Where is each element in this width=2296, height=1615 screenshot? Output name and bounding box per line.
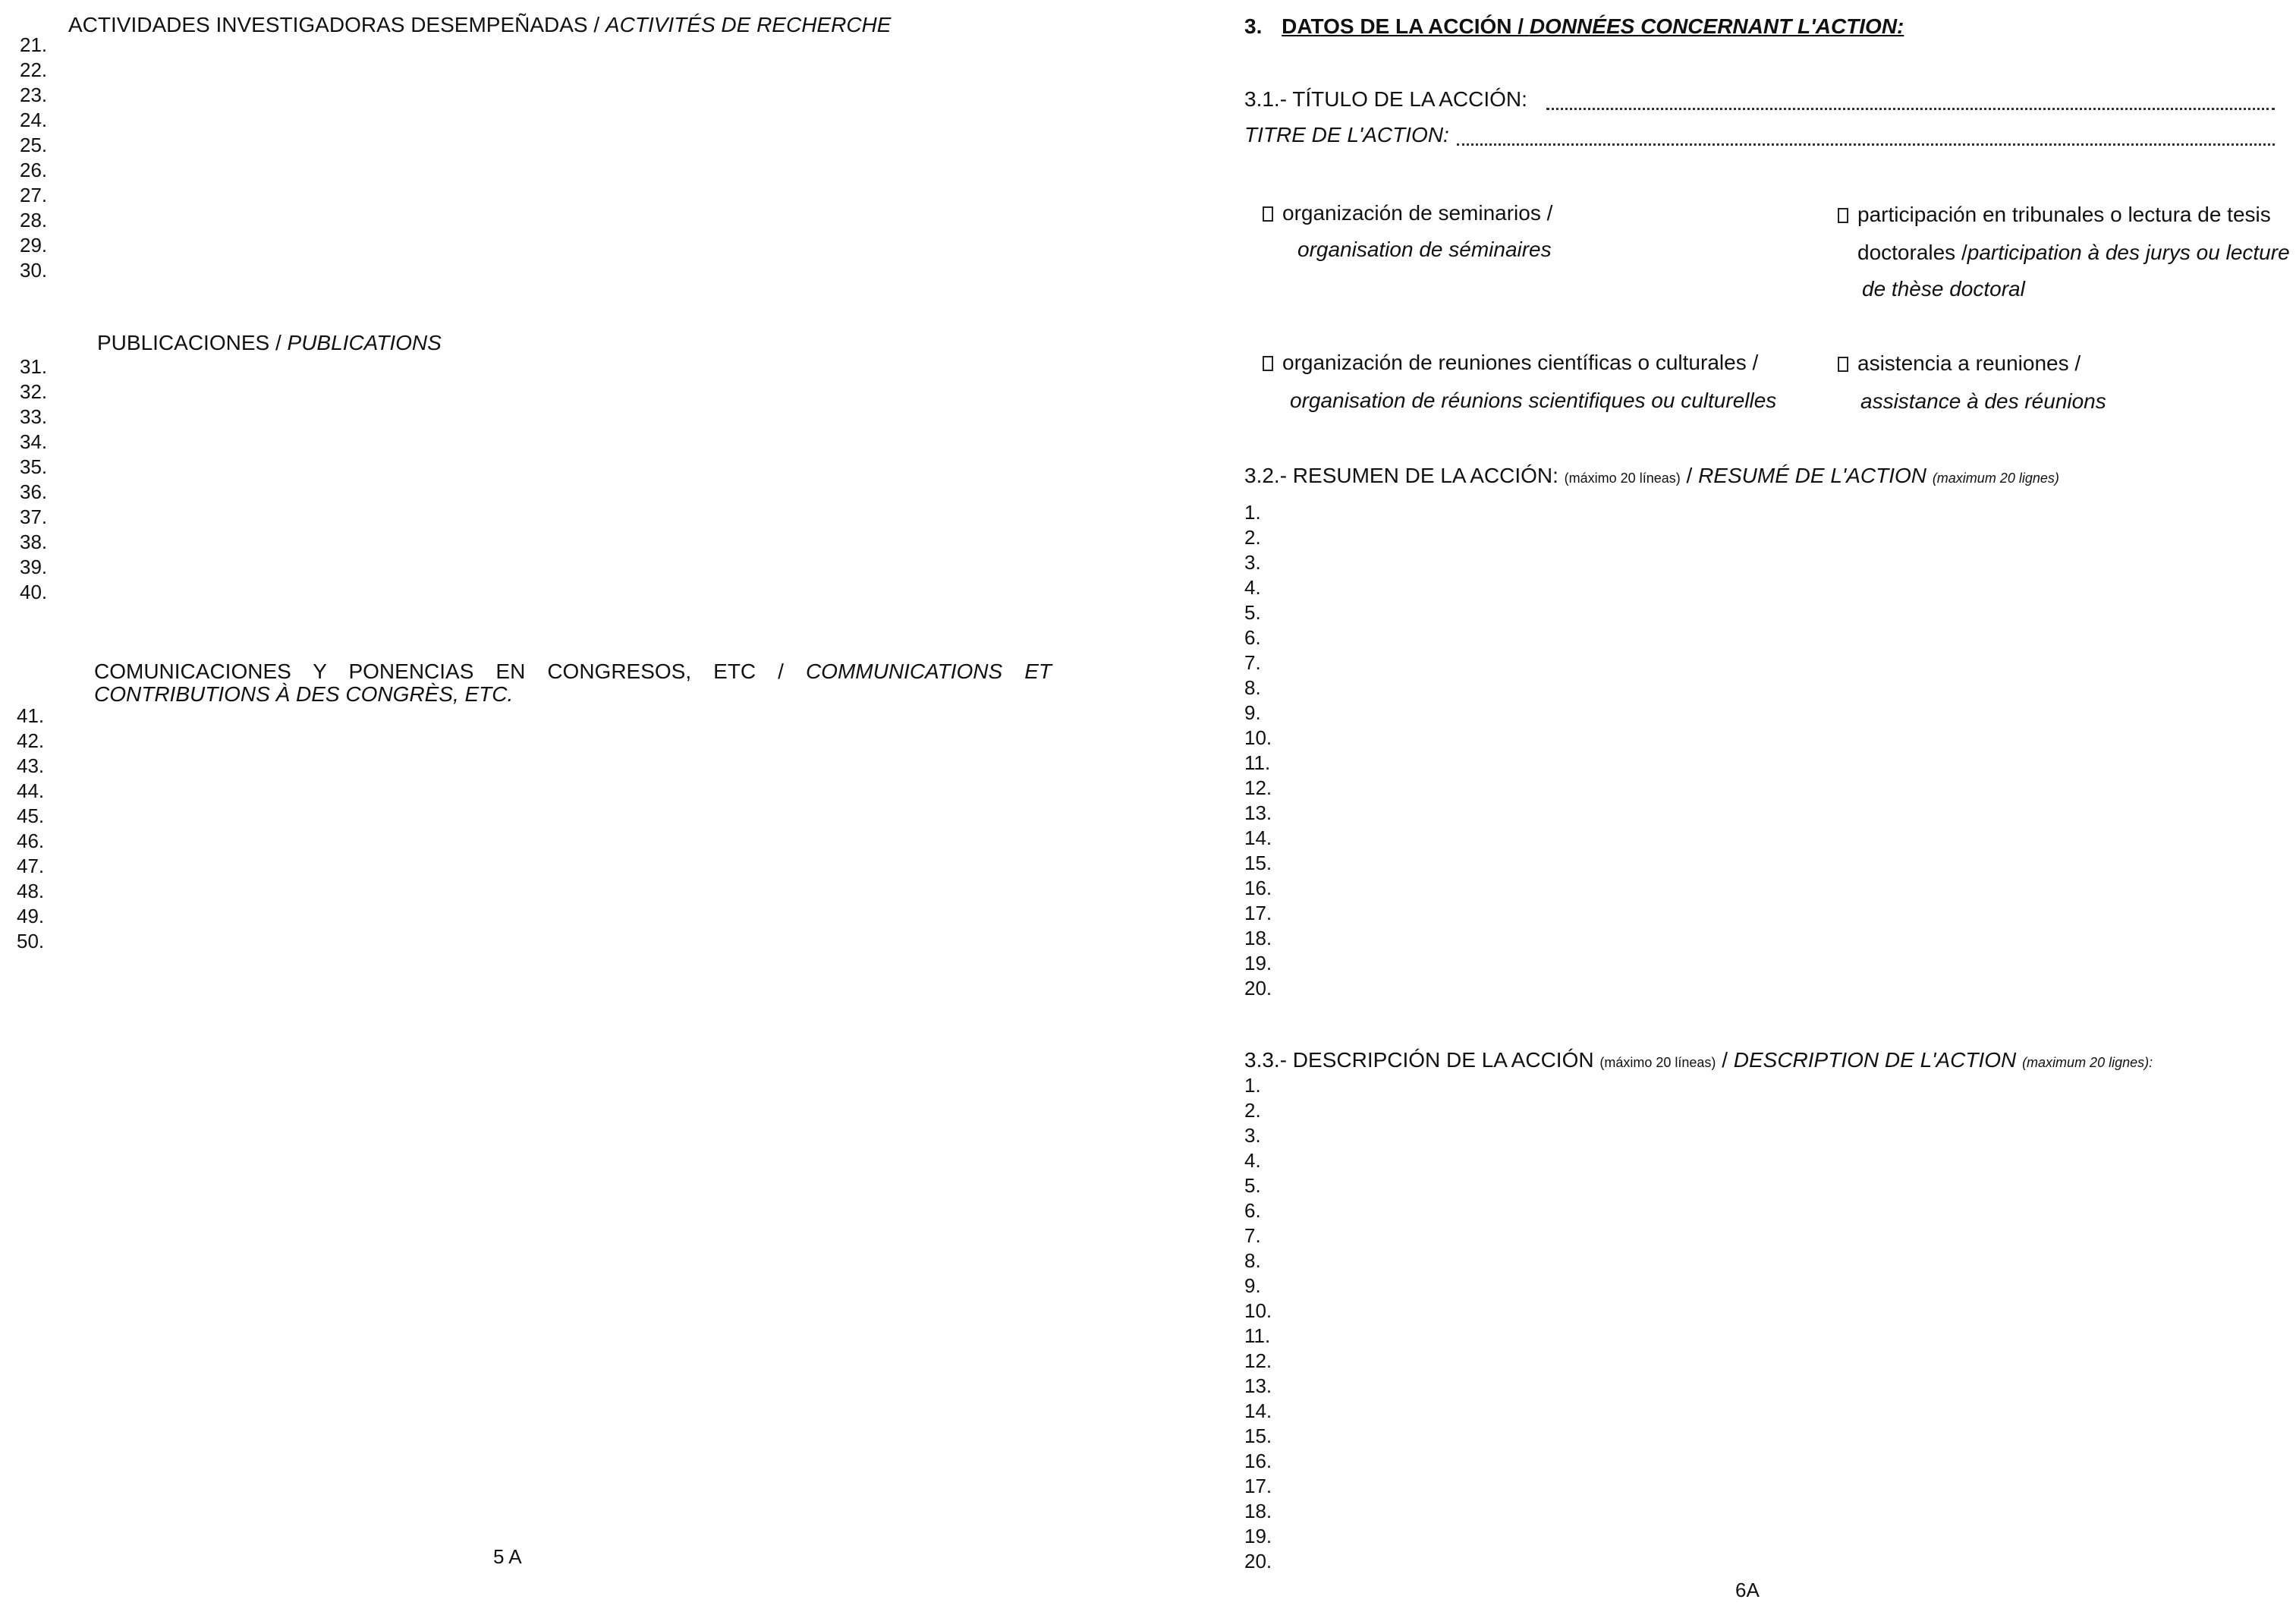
line-number: 16.	[1244, 1450, 1272, 1472]
line-number: 7.	[1244, 1224, 1261, 1247]
line-number: 3.	[1244, 1124, 1261, 1147]
line-number: 48.	[17, 880, 45, 902]
line-number: 20.	[1244, 1550, 1272, 1572]
line-number: 5.	[1244, 601, 1261, 624]
line-number: 27.	[20, 184, 48, 206]
line-number: 1.	[1244, 1074, 1261, 1097]
checkbox-icon[interactable]	[1838, 208, 1848, 223]
line-number: 11.	[1244, 1324, 1271, 1347]
publications-heading	[97, 330, 442, 356]
line-number: 21.	[20, 33, 48, 56]
line-number: 7.	[1244, 651, 1261, 674]
title-fr-line[interactable]	[1457, 143, 2275, 146]
summary-heading	[1244, 463, 2059, 491]
right-page-number: 6A	[1735, 1579, 1760, 1601]
summary-sep: /	[1686, 464, 1693, 487]
line-number: 17.	[1244, 1475, 1272, 1497]
checkbox-icon[interactable]	[1263, 206, 1273, 222]
line-number: 2.	[1244, 526, 1261, 549]
line-number: 44.	[17, 779, 45, 802]
line-number: 43.	[17, 754, 45, 777]
communications-heading-line2: CONTRIBUTIONS À DES CONGRÈS, ETC.	[94, 682, 514, 706]
line-number: 45.	[17, 804, 45, 827]
publications-heading-es: PUBLICACIONES /	[97, 331, 281, 354]
line-number: 29.	[20, 234, 48, 257]
left-page-number: 5 A	[493, 1545, 522, 1568]
line-number: 9.	[1244, 701, 1261, 724]
line-number: 12.	[1244, 776, 1272, 799]
line-number: 19.	[1244, 952, 1272, 974]
description-max-es: (máximo 20 líneas)	[1599, 1055, 1716, 1070]
line-number: 24.	[20, 109, 48, 131]
line-number: 17.	[1244, 902, 1272, 924]
line-number: 41.	[17, 704, 45, 727]
line-number: 39.	[20, 556, 48, 578]
line-number: 15.	[1244, 852, 1272, 874]
description-heading	[1244, 1047, 2153, 1075]
option-juries-fr2: de thèse doctoral	[1862, 277, 2025, 301]
option-juries-es2: doctorales /	[1857, 241, 1967, 264]
line-number: 19.	[1244, 1525, 1272, 1547]
communications-heading-line1	[94, 659, 1052, 685]
option-meetings-org[interactable]	[1263, 350, 1758, 376]
line-number: 31.	[20, 355, 48, 378]
line-number: 12.	[1244, 1349, 1272, 1372]
summary-label-fr: RESUMÉ DE L'ACTION	[1698, 464, 1927, 487]
line-number: 10.	[1244, 1299, 1272, 1322]
title-label-fr: TITRE DE L'ACTION:	[1244, 123, 1449, 146]
line-number: 26.	[20, 159, 48, 181]
line-number: 15.	[1244, 1425, 1272, 1447]
line-number: 25.	[20, 134, 48, 156]
publications-heading-fr: PUBLICATIONS	[287, 331, 442, 354]
research-heading-es: ACTIVIDADES INVESTIGADORAS DESEMPEÑADAS /	[68, 13, 600, 36]
description-label-fr: DESCRIPTION DE L'ACTION	[1733, 1048, 2017, 1072]
line-number: 49.	[17, 905, 45, 927]
line-number: 36.	[20, 480, 48, 503]
research-line-numbers	[20, 33, 47, 283]
line-number: 47.	[17, 855, 45, 877]
section-number: 3.	[1244, 14, 1263, 38]
section-heading	[1244, 14, 1904, 39]
option-juries-line2	[1857, 240, 2290, 266]
line-number: 1.	[1244, 501, 1261, 524]
line-number: 28.	[20, 209, 48, 231]
section-title-fr: DONNÉES CONCERNANT L'ACTION:	[1529, 14, 1904, 38]
description-max-fr: (maximum 20 lignes):	[2022, 1055, 2153, 1070]
line-number: 30.	[20, 259, 48, 282]
line-number: 13.	[1244, 1374, 1272, 1397]
line-number: 16.	[1244, 877, 1272, 899]
summary-line-numbers	[1244, 500, 1272, 1001]
option-juries[interactable]	[1838, 202, 2271, 228]
publications-line-numbers	[20, 354, 47, 605]
line-number: 35.	[20, 455, 48, 478]
title-label-es: 3.1.- TÍTULO DE LA ACCIÓN:	[1244, 87, 1527, 111]
line-number: 4.	[1244, 576, 1261, 599]
title-es-line[interactable]	[1546, 108, 2275, 110]
line-number: 11.	[1244, 751, 1271, 774]
summary-max-fr: (maximum 20 lignes)	[1932, 471, 2059, 486]
line-number: 3.	[1244, 551, 1261, 574]
option-juries-fr: participation à des jurys ou lecture	[1967, 241, 2290, 264]
summary-label-es: 3.2.- RESUMEN DE LA ACCIÓN:	[1244, 464, 1558, 487]
option-meetings-att-es: asistencia a reuniones /	[1857, 351, 2081, 375]
description-sep: /	[1722, 1048, 1728, 1072]
research-heading	[68, 12, 891, 38]
communications-line-numbers	[17, 704, 44, 954]
description-label-es: 3.3.- DESCRIPCIÓN DE LA ACCIÓN	[1244, 1048, 1594, 1072]
option-meetings-att-fr: assistance à des réunions	[1860, 389, 2106, 413]
line-number: 2.	[1244, 1099, 1261, 1122]
line-number: 33.	[20, 405, 48, 428]
line-number: 8.	[1244, 1249, 1261, 1272]
line-number: 38.	[20, 530, 48, 553]
line-number: 14.	[1244, 1399, 1272, 1422]
option-juries-es: participación en tribunales o lectura de tesis	[1857, 203, 2271, 226]
line-number: 9.	[1244, 1274, 1261, 1297]
line-number: 32.	[20, 380, 48, 403]
line-number: 20.	[1244, 977, 1272, 1000]
line-number: 34.	[20, 430, 48, 453]
communications-heading-fr: COMMUNICATIONS ET	[805, 660, 1052, 683]
option-meetings-org-fr: organisation de réunions scientifiques ou culturelles	[1290, 389, 1777, 412]
line-number: 22.	[20, 58, 48, 81]
option-seminars[interactable]	[1263, 200, 1552, 226]
option-meetings-att[interactable]	[1838, 351, 2081, 376]
description-line-numbers	[1244, 1073, 1272, 1574]
line-number: 18.	[1244, 927, 1272, 949]
checkbox-icon[interactable]	[1838, 357, 1848, 372]
section-title-es: DATOS DE LA ACCIÓN /	[1282, 14, 1524, 38]
line-number: 40.	[20, 581, 48, 603]
line-number: 5.	[1244, 1174, 1261, 1197]
line-number: 14.	[1244, 826, 1272, 849]
checkbox-icon[interactable]	[1263, 356, 1273, 371]
line-number: 4.	[1244, 1149, 1261, 1172]
line-number: 23.	[20, 83, 48, 106]
line-number: 42.	[17, 729, 45, 752]
line-number: 18.	[1244, 1500, 1272, 1522]
line-number: 13.	[1244, 801, 1272, 824]
line-number: 8.	[1244, 676, 1261, 699]
line-number: 50.	[17, 930, 45, 952]
line-number: 10.	[1244, 726, 1272, 749]
line-number: 6.	[1244, 626, 1261, 649]
section-title	[1282, 14, 1904, 38]
line-number: 37.	[20, 505, 48, 528]
research-heading-fr: ACTIVITÉS DE RECHERCHE	[605, 13, 892, 36]
line-number: 6.	[1244, 1199, 1261, 1222]
line-number: 46.	[17, 830, 45, 852]
option-meetings-org-es: organización de reuniones científicas o culturales /	[1282, 351, 1759, 374]
communications-heading-es: COMUNICACIONES Y PONENCIAS EN CONGRESOS, ETC /	[94, 660, 784, 683]
option-seminars-es: organización de seminarios /	[1282, 201, 1553, 225]
option-seminars-fr: organisation de séminaires	[1297, 238, 1552, 261]
summary-max-es: (máximo 20 líneas)	[1564, 471, 1681, 486]
